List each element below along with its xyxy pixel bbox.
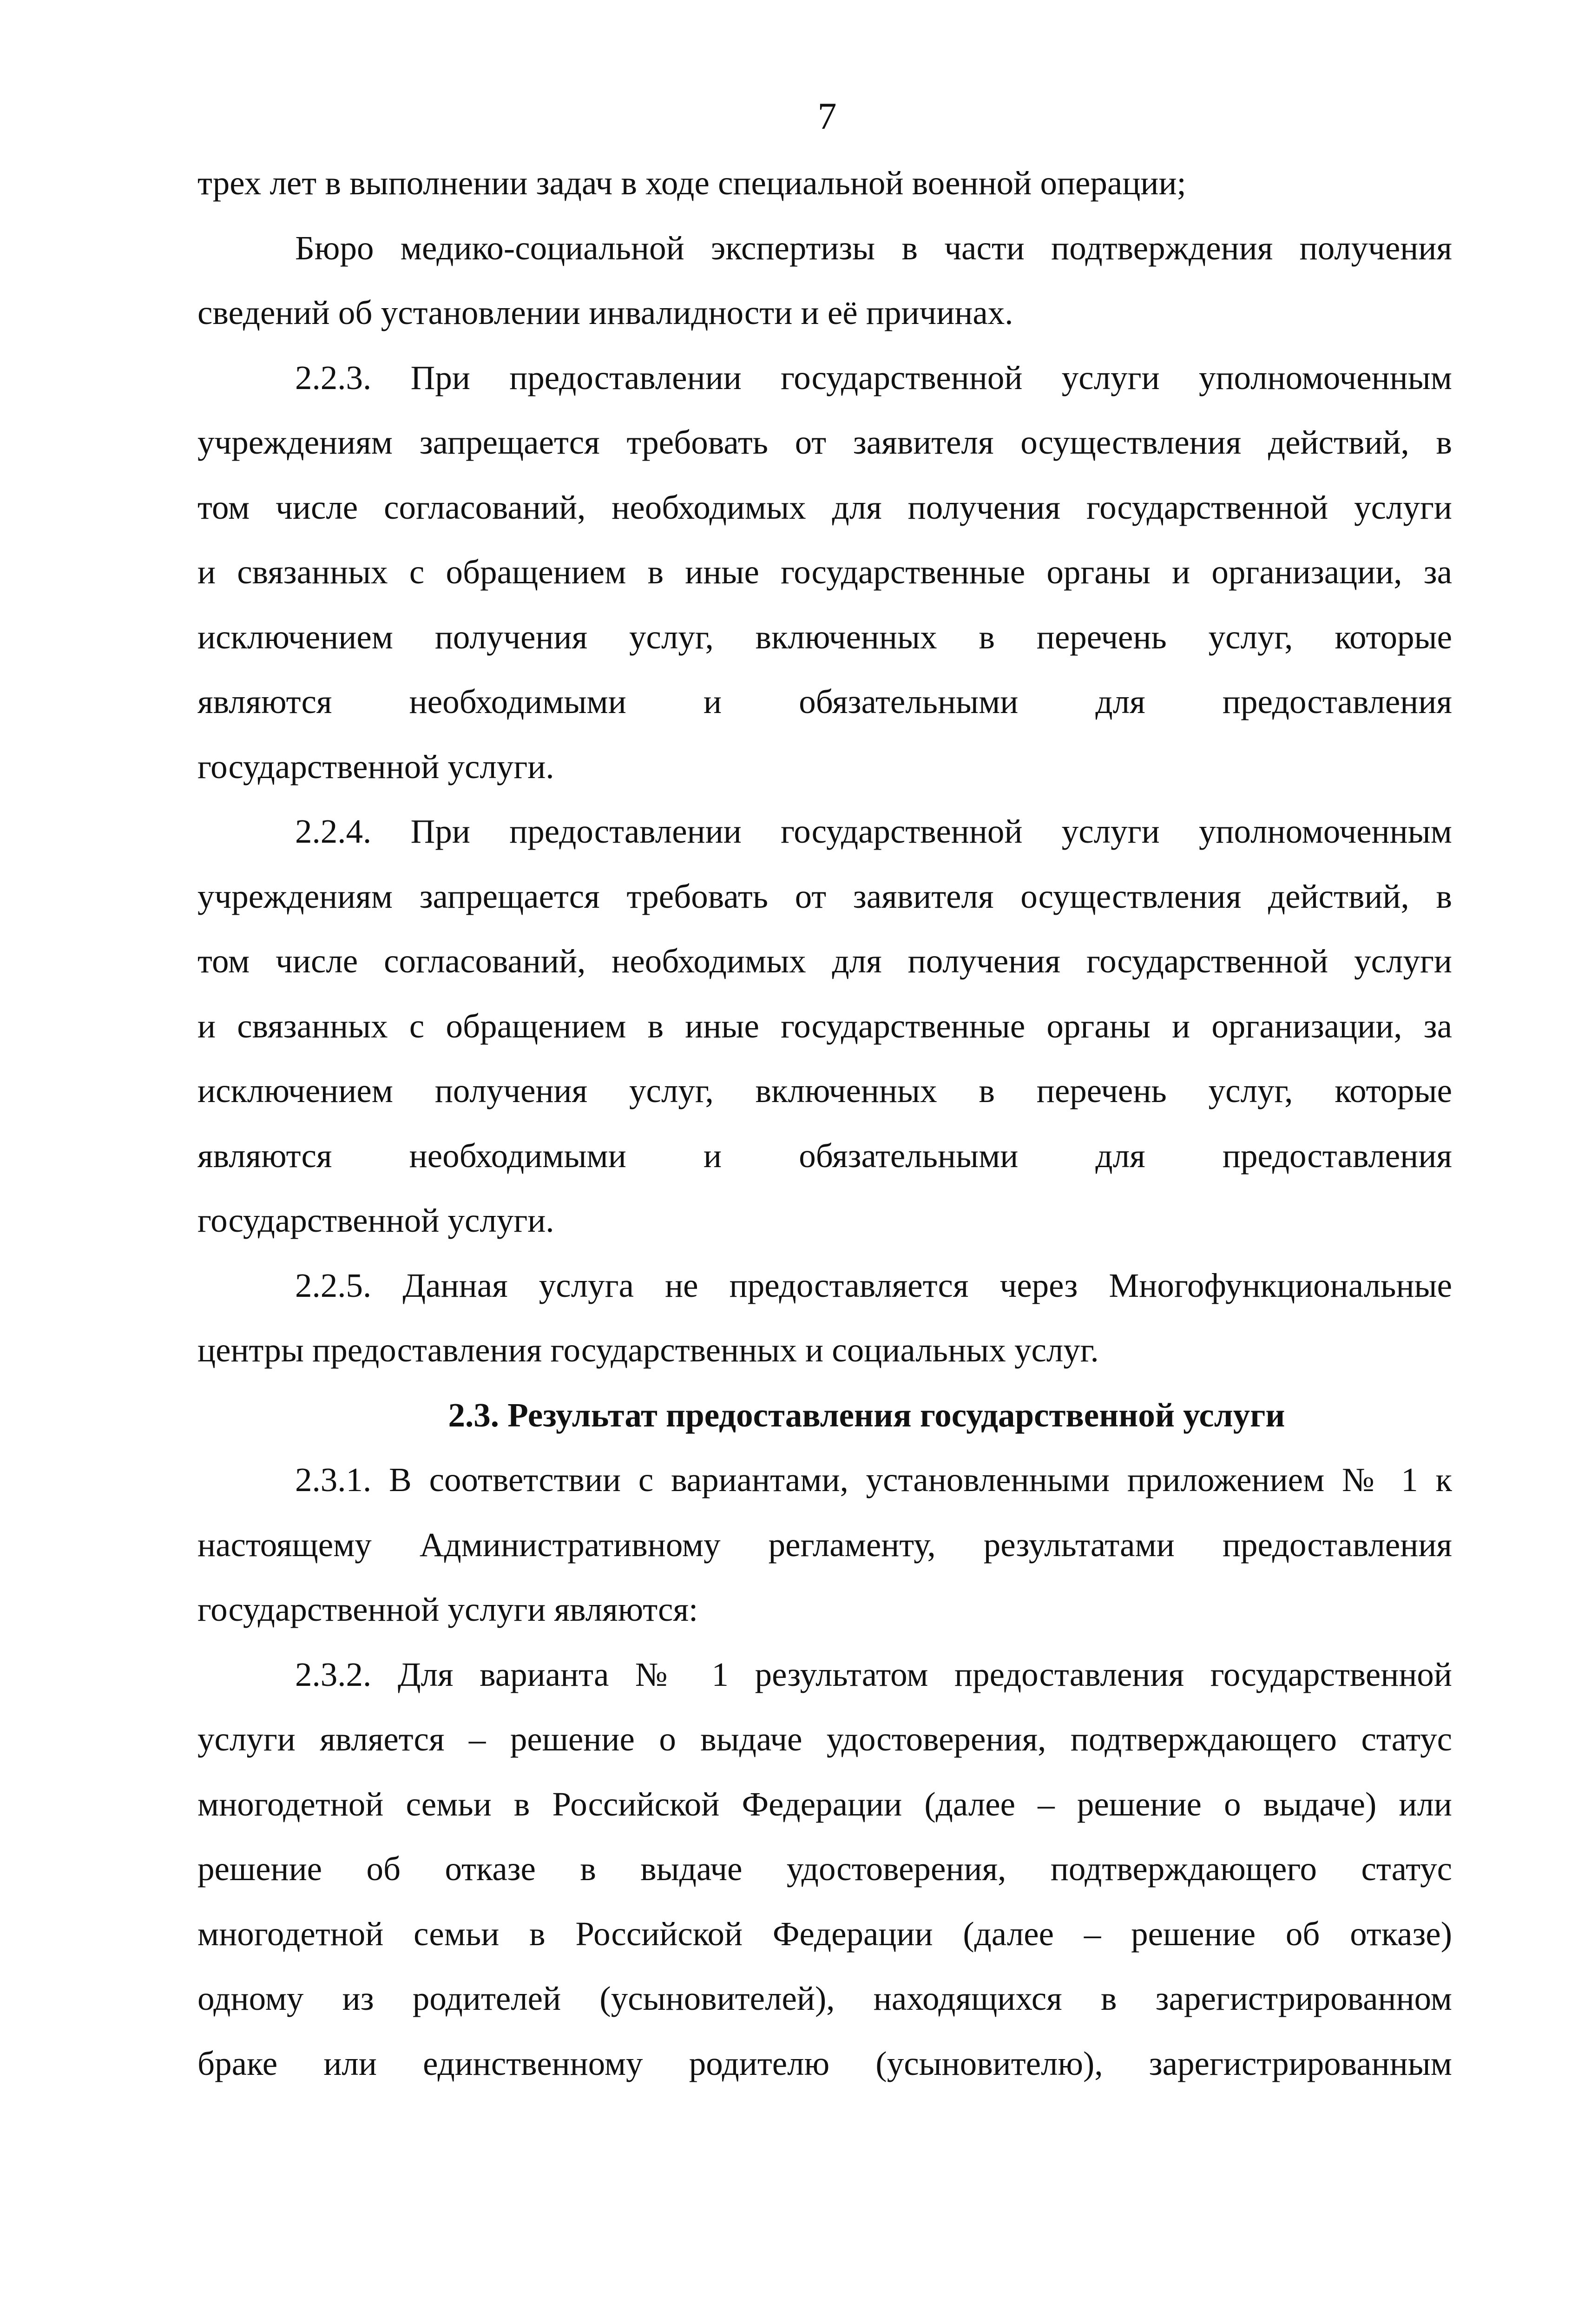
text-line: трех лет в выполнении задач в ходе специальной военной операции;: [197, 164, 1186, 202]
text-line: многодетной семьи в Российской Федерации (далее – решение об отказе): [197, 1915, 1452, 1953]
text-line: Бюро медико-социальной экспертизы в части подтверждения получения: [295, 229, 1452, 267]
clause-2-2-3: 2.2.3. При предоставлении государственной услуги уполномоченным: [295, 358, 1452, 396]
clause-2-3-2: 2.3.2. Для варианта № 1 результатом предоставления государственной: [295, 1655, 1452, 1693]
text-line: том числе согласований, необходимых для получения государственной услуги: [197, 942, 1452, 980]
text-line: решение об отказе в выдаче удостоверения, подтверждающего статус: [197, 1850, 1452, 1888]
text-line: учреждениям запрещается требовать от заявителя осуществления действий, в: [197, 877, 1452, 915]
text-line: услуги является – решение о выдаче удостоверения, подтверждающего статус: [197, 1720, 1452, 1758]
text-line: и связанных с обращением в иные государственные органы и организации, за: [197, 553, 1452, 591]
document-body: [197, 151, 1452, 2096]
text-line: государственной услуги.: [197, 1202, 554, 1239]
text-line: являются необходимыми и обязательными для предоставления: [197, 1136, 1452, 1175]
text-line: являются необходимыми и обязательными для предоставления: [197, 683, 1452, 720]
page-number: 7: [817, 95, 837, 137]
text-line: одному из родителей (усыновителей), находящихся в зарегистрированном: [197, 1980, 1452, 2017]
text-line: государственной услуги.: [197, 747, 554, 786]
text-line: том числе согласований, необходимых для получения государственной услуги: [197, 488, 1452, 526]
text-line: и связанных с обращением в иные государственные органы и организации, за: [197, 1007, 1452, 1045]
text-line: многодетной семьи в Российской Федерации (далее – решение о выдаче) или: [197, 1785, 1452, 1823]
clause-2-2-4: 2.2.4. При предоставлении государственной услуги уполномоченным: [295, 812, 1452, 850]
text-line: центры предоставления государственных и социальных услуг.: [197, 1331, 1099, 1369]
text-line: браке или единственному родителю (усыновителю), зарегистрированным: [197, 2044, 1452, 2082]
text-line: исключением получения услуг, включенных в перечень услуг, которые: [197, 618, 1452, 656]
clause-2-3-1: 2.3.1. В соответствии с вариантами, установленными приложением № 1 к: [295, 1461, 1452, 1499]
text-line: настоящему Административному регламенту, результатами предоставления: [197, 1525, 1452, 1564]
clause-2-2-5: 2.2.5. Данная услуга не предоставляется через Многофункциональные: [295, 1266, 1452, 1304]
text-line: сведений об установлении инвалидности и её причинах.: [197, 294, 1013, 331]
section-heading: 2.3. Результат предоставления государственной услуги: [448, 1396, 1285, 1434]
text-line: учреждениям запрещается требовать от заявителя осуществления действий, в: [197, 423, 1452, 461]
text-line: государственной услуги являются:: [197, 1591, 698, 1628]
text-line: исключением получения услуг, включенных в перечень услуг, которые: [197, 1072, 1452, 1109]
